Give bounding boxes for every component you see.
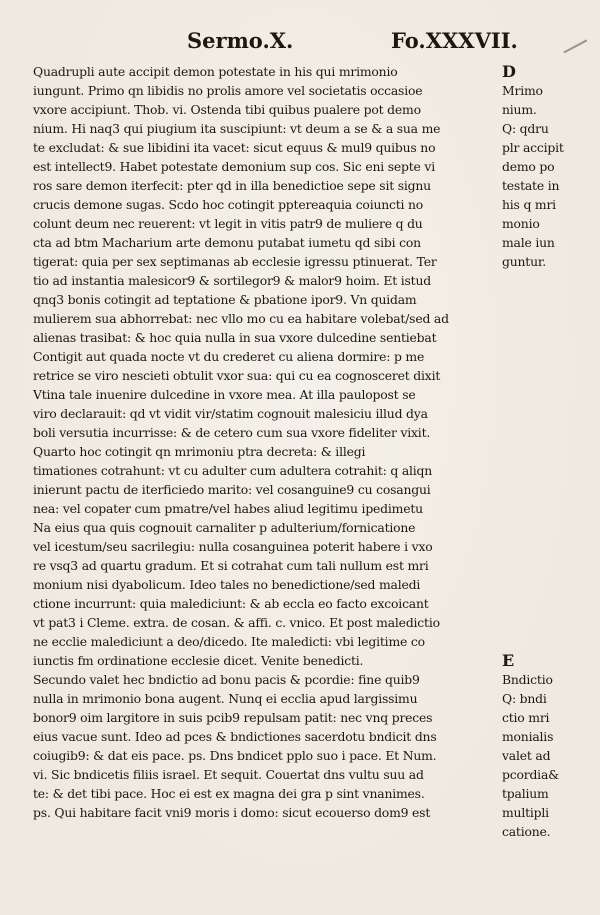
margin-note-line: testate in [502,178,560,193]
text-line: viro declarauit: qd vt vidit vir/statim cognouit malesiciu illud dya [33,406,428,421]
margin-note-line: nium. [502,102,537,117]
margin-note-line: monialis [502,729,554,744]
text-line: colunt deum nec reuerent: vt legit in vitis patr9 de muliere q du [33,216,423,231]
text-line: boli versutia incurrisse: & de cetero cum sua vxore fideliter vixit. [33,425,431,440]
margin-note-line: tpalium [502,786,549,801]
text-line: vt pat3 i Cleme. extra. de cosan. & affi. c. vnico. Et post maledictio [33,615,440,630]
text-line: tio ad instantia malesicor9 & sortilegor9 & malor9 hoim. Et istud [33,273,431,288]
text-line: coiugib9: & dat eis pace. ps. Dns bndicet pplo suo i pace. Et Num. [33,748,437,763]
margin-note-line: Q: qdru [502,121,549,136]
main-text-column [33,62,500,822]
margin-note-line: catione. [502,824,551,839]
text-line: vel icestum/seu sacrilegiu: nulla cosanguinea poterit habere i vxo [33,539,433,554]
text-line: vi. Sic bndicetis filiis israel. Et sequit. Couertat dns vultu suu ad [33,767,424,782]
text-line: retrice se viro nescieti obtulit vxor sua: qui cu ea cognosceret dixit [33,368,441,383]
text-line: Na eius qua quis cognouit carnaliter p adulterium/fornicatione [33,520,416,535]
text-line: est intellect9. Habet potestate demonium sup cos. Sic eni septe vi [33,159,435,174]
margin-note-line: Bndictio [502,672,553,687]
text-line: ctione incurrunt: quia malediciunt: & ab eccla eo facto excoicant [33,596,429,611]
margin-note-line: monio [502,216,540,231]
margin-note-line: plr accipit [502,140,564,155]
text-line: Vtina tale inuenire dulcedine in vxore mea. At illa paulopost se [33,387,416,402]
text-line: re vsq3 ad quartu gradum. Et si cotrahat cum tali nullum est mri [33,558,429,573]
text-line: monium nisi dyabolicum. Ideo tales no benedictione/sed maledi [33,577,421,592]
margin-note-line: Mrimo [502,83,543,98]
text-line: te excludat: & sue libidini ita vacet: sicut equus & mul9 quibus no [33,140,436,155]
text-line: iunctis fm ordinatione ecclesie dicet. Venite benedicti. [33,653,364,668]
margin-notes-bottom [502,651,592,841]
margin-note-line: valet ad [502,748,551,763]
text-line: mulierem sua abhorrebat: nec vllo mo cu ea habitare volebat/sed ad [33,311,449,326]
margin-note-line: multipli [502,805,549,820]
sermon-title: Sermo.X. [187,28,294,53]
text-line: crucis demone sugas. Scdo hoc cotingit pptereaquia coiuncti no [33,197,424,212]
text-line: nium. Hi naq3 qui piugium ita suscipiunt: vt deum a se & a sua me [33,121,441,136]
text-line: nea: vel copater cum pmatre/vel habes aliud legitimu ipedimetu [33,501,423,516]
text-line: Contigit aut quada nocte vt du crederet cu aliena dormire: p me [33,349,425,364]
margin-note-line: male iun [502,235,555,250]
margin-note-line: demo po [502,159,555,174]
text-line: vxore accipiunt. Thob. vi. Ostenda tibi quibus pualere pot demo [33,102,421,117]
text-line: Secundo valet hec bndictio ad bonu pacis & pcordie: fine quib9 [33,672,420,687]
text-line: nulla in mrimonio bona augent. Nunq ei ecclia apud largissimu [33,691,418,706]
text-line: iungunt. Primo qn libidis no prolis amore vel societatis occasioe [33,83,423,98]
margin-note-line: Q: bndi [502,691,547,706]
text-line: inierunt pactu de iterficiedo marito: vel cosanguine9 cu cosangui [33,482,431,497]
margin-note-line: ctio mri [502,710,550,725]
text-line: cta ad btm Macharium arte demonu putabat iumetu qd sibi con [33,235,421,250]
text-line: tigerat: quia per sex septimanas ab ecclesie igressu ptinuerat. Ter [33,254,437,269]
text-line: eius vacue sunt. Ideo ad pces & bndictiones sacerdotu bndicit dns [33,729,437,744]
text-line: Quarto hoc cotingit qn mrimoniu ptra decreta: & illegi [33,444,366,459]
margin-note-line: guntur. [502,254,546,269]
text-line: ros sare demon iterfecit: pter qd in illa benedictioe sepe sit signu [33,178,431,193]
text-line: Quadrupli aute accipit demon potestate in his qui mrimonio [33,64,398,79]
text-line: bonor9 oim largitore in suis pcib9 repulsam patit: nec vnq preces [33,710,433,725]
section-letter: E [502,651,514,670]
section-letter: D [502,62,516,81]
running-header [0,28,600,58]
text-line: ps. Qui habitare facit vni9 moris i domo: sicut ecouerso dom9 est [33,805,431,820]
text-line: timationes cotrahunt: vt cu adulter cum adultera cotrahit: q aliqn [33,463,433,478]
text-line: te: & det tibi pace. Hoc ei est ex magna dei gra p sint vnanimes. [33,786,425,801]
margin-note-line: his q mri [502,197,556,212]
text-line: alienas trasibat: & hoc quia nulla in sua vxore dulcedine sentiebat [33,330,437,345]
text-line: ne ecclie malediciunt a deo/dicedo. Ite maledicti: vbi legitime co [33,634,425,649]
margin-note-line: pcordia& [502,767,559,782]
folio-number: Fo.XXXVII. [391,28,518,53]
margin-notes-top [502,62,592,271]
text-line: qnq3 bonis cotingit ad teptatione & pbatione ipor9. Vn quidam [33,292,417,307]
